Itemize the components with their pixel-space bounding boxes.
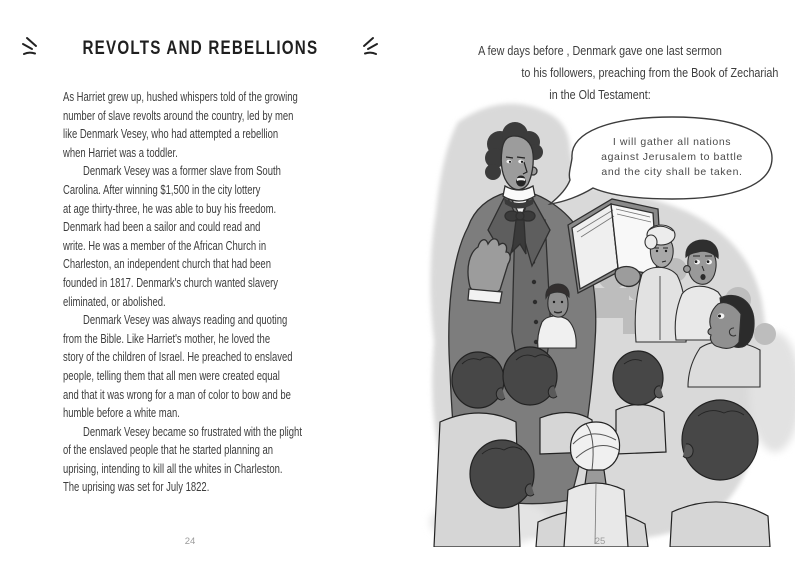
text-line: Denmark Vesey was always reading and quoting [82,312,288,328]
title-flourish-left-icon [21,36,45,62]
turban-person-neck [585,470,606,484]
crowd-head-4 [470,440,534,508]
speech-bubble-text: I will gather all nations [612,136,732,148]
text-line: humble before a white man. [63,405,180,421]
young-man-ear [684,266,691,273]
chapter-title: REVOLTS AND REBELLIONS [82,38,318,59]
profile-man-face [708,303,741,349]
text-line: Denmark Vesey was a former slave from South [82,163,281,179]
illustration [420,92,795,547]
text-line: in the Old Testament: [549,88,651,102]
text-line: The uprising was set for July 1822. [63,479,210,495]
text-line: uprising, intending to kill all the whites in Charleston. [63,460,283,476]
crowd-head-3 [613,351,663,405]
text-line: number of slave revolts around the country, led by men [63,107,294,123]
page-number-left: 24 [184,536,196,547]
crowd-head-1 [452,352,504,408]
text-line: to his followers, preaching from the Book of Zechariah [521,66,779,80]
text-line: people, telling them that all men were created equal [63,367,280,383]
text-line: when Harriet was a toddler. [63,144,178,160]
text-line: Charleston, an independent church that had been [63,256,271,272]
title-flourish-right-icon [355,36,379,62]
text-line: write. He was a member of the African Church in [63,237,267,253]
text-line: As Harriet grew up, hushed whispers told of the growing [63,89,298,104]
text-line: story of the children of Israel. He preached to enslaved [63,349,293,365]
speech-bubble-text: and the city shall be taken. [601,166,743,178]
text-line: at age thirty-three, he was able to buy his freedom. [63,200,277,216]
text-line: like Denmark Vesey, who had attempted a rebellion [63,126,279,142]
text-line: eliminated, or abolished. [63,293,166,309]
book-holding-hand [615,267,640,287]
preaching-scene-illustration [420,92,795,547]
preacher-cuff [468,289,502,303]
chapter-title-row [0,36,400,62]
speech-bubble-text: against Jerusalem to battle [601,151,743,163]
preacher-open-mouth [516,176,526,187]
text-line: A few days before , Denmark gave one last sermon [478,44,722,58]
text-line: from the Bible. Like Harriet's mother, he loved the [63,330,271,346]
text-line: Denmark Vesey became so frustrated with the plight [82,423,302,439]
speech-bubble [550,117,772,204]
text-line: founded in 1817. Denmark's church wanted slavery [63,274,279,290]
right-page [400,0,800,568]
text-line: Denmark had been a sailor and could read and [63,219,261,235]
body-text [63,88,343,497]
page-number-right: 25 [594,536,606,547]
text-line: and that it was wrong for a man of color to bow and be [63,386,291,402]
text-line: of the enslaved people that he started planning an [63,442,274,458]
text-line: Carolina. After winning $1,500 in the city lottery [63,181,261,197]
